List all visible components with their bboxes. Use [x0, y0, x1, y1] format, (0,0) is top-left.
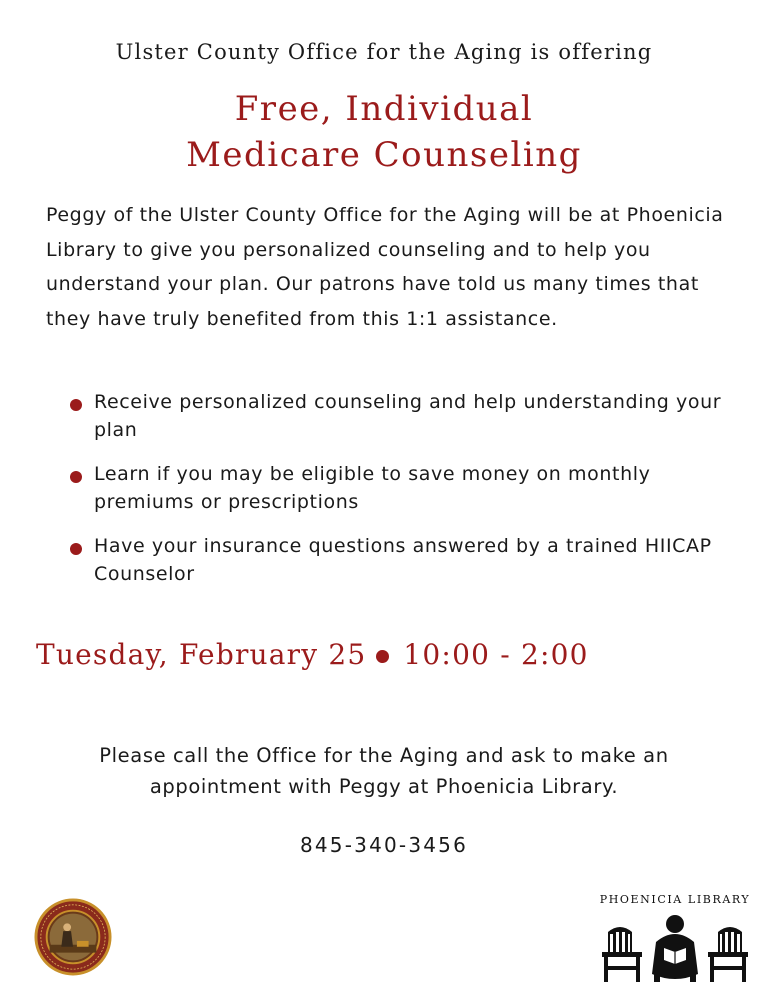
library-name: PHOENICIA LIBRARY	[599, 893, 751, 906]
page-title	[0, 86, 768, 178]
bullet-dot-icon	[70, 399, 82, 411]
list-item	[70, 532, 750, 588]
title-line-1: Free, Individual	[234, 89, 534, 129]
ulster-county-seal-icon	[34, 898, 112, 976]
event-date: Tuesday, February 25	[36, 638, 367, 671]
bullet-dot-icon	[70, 471, 82, 483]
list-item	[70, 460, 750, 516]
header-line: Ulster County Office for the Aging is offering	[115, 40, 653, 64]
list-item	[70, 388, 750, 444]
phone-number: 845-340-3456	[299, 833, 469, 857]
list-item-text: Receive personalized counseling and help understanding your plan	[94, 391, 722, 441]
list-item-text: Have your insurance questions answered by a trained HIICAP Counselor	[94, 535, 712, 585]
title-line-2: Medicare Counseling	[186, 135, 582, 175]
event-datetime	[36, 638, 756, 671]
library-chairs-logo-icon	[600, 912, 750, 984]
intro-paragraph: Peggy of the Ulster County Office for the Aging will be at Phoenicia Library to give you personalized counseling and to help you understand your plan. Our patrons have told us many times that they have truly benefited from this 1:1 assistance.	[46, 204, 724, 330]
benefits-list	[70, 388, 750, 604]
separator-dot-icon	[376, 650, 389, 663]
list-item-text: Learn if you may be eligible to save money on monthly premiums or prescriptions	[94, 463, 651, 513]
event-time: 10:00 - 2:00	[403, 638, 589, 671]
call-to-action: Please call the Office for the Aging and ask to make an appointment with Peggy at Phoenicia Library.	[99, 744, 669, 798]
bullet-dot-icon	[70, 543, 82, 555]
